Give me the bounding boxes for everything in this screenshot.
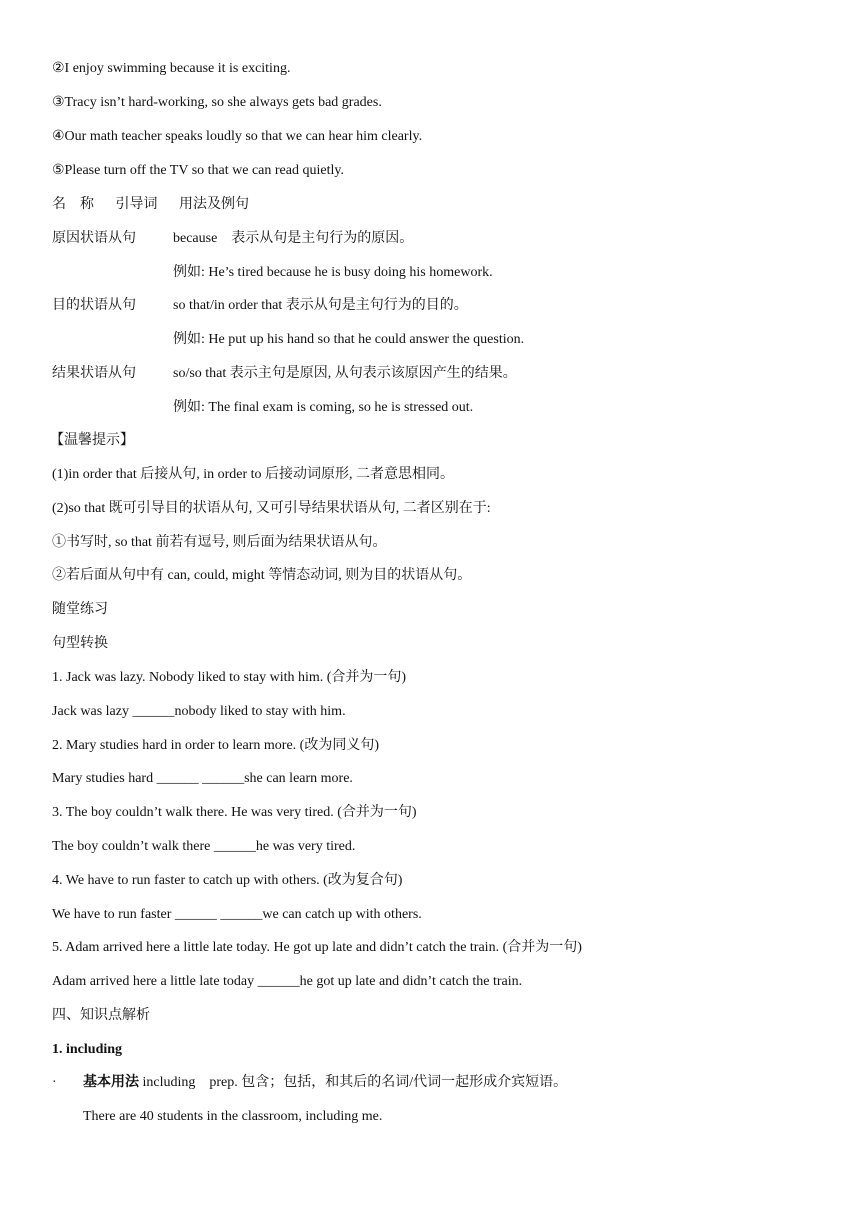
row-cause-name: 原因状语从句 xyxy=(52,231,136,246)
basic-usage-label: 基本用法 xyxy=(83,1075,139,1090)
usage-example: There are 40 students in the classroom, including me. xyxy=(83,1109,383,1124)
answer-line-3: The boy couldn’t walk there ______he was very tired. xyxy=(52,839,356,854)
tip-1: (1)in order that 后接从句, in order to 后接动词原形, 二者意思相同。 xyxy=(52,467,455,482)
basic-usage-text: including prep. 包含；包括，和其后的名词/代词一起形成介宾短语。 xyxy=(139,1075,568,1090)
row-purpose-name: 目的状语从句 xyxy=(52,298,136,313)
tip-2: (2)so that 既可引导目的状语从句, 又可引导结果状语从句, 二者区别在于: xyxy=(52,501,491,516)
row-purpose-example: 例如: He put up his hand so that he could answer the question. xyxy=(173,332,525,347)
section-title: 四、知识点解析 xyxy=(52,1008,150,1023)
answer-line-5: Adam arrived here a little late today ______he got up late and didn’t catch the train. xyxy=(52,974,523,989)
example-sentence-3: ③Tracy isn’t hard-working, so she always gets bad grades. xyxy=(52,95,382,110)
example-sentence-4: ④Our math teacher speaks loudly so that we can hear him clearly. xyxy=(52,129,423,144)
tips-title: 【温馨提示】 xyxy=(50,433,134,448)
tip-3: ①书写时, so that 前若有逗号, 则后面为结果状语从句。 xyxy=(52,535,387,550)
question-1: 1. Jack was lazy. Nobody liked to stay with him. (合并为一句) xyxy=(52,670,407,685)
row-cause-usage: because 表示从句是主句行为的原因。 xyxy=(173,231,414,246)
row-result-usage: so/so that 表示主句是原因, 从句表示该原因产生的结果。 xyxy=(173,366,517,381)
row-purpose-usage: so that/in order that 表示从句是主句行为的目的。 xyxy=(173,298,468,313)
example-sentence-5: ⑤Please turn off the TV so that we can read quietly. xyxy=(52,163,344,178)
question-2: 2. Mary studies hard in order to learn more. (改为同义句) xyxy=(52,738,379,753)
row-result-example: 例如: The final exam is coming, so he is stressed out. xyxy=(173,400,474,415)
row-cause-example: 例如: He’s tired because he is busy doing his homework. xyxy=(173,265,493,280)
row-result-name: 结果状语从句 xyxy=(52,366,136,381)
question-4: 4. We have to run faster to catch up with others. (改为复合句) xyxy=(52,873,403,888)
item-title: 1. including xyxy=(52,1042,123,1057)
question-5: 5. Adam arrived here a little late today. He got up late and didn’t catch the train. (合并为一句) xyxy=(52,940,582,955)
bullet-mark: · xyxy=(52,1075,57,1090)
basic-usage-line xyxy=(83,1076,567,1090)
tip-4: ②若后面从句中有 can, could, might 等情态动词, 则为目的状语从句。 xyxy=(52,568,472,583)
header-usage: 用法及例句 xyxy=(179,197,249,212)
answer-line-4: We have to run faster ______ ______we can catch up with others. xyxy=(52,907,422,922)
header-name: 名 称 xyxy=(52,197,94,212)
example-sentence-2: ②I enjoy swimming because it is exciting. xyxy=(52,61,291,76)
table-header xyxy=(52,198,249,212)
header-introducer: 引导词 xyxy=(115,197,158,212)
answer-line-1: Jack was lazy ______nobody liked to stay with him. xyxy=(52,704,346,719)
practice-title: 随堂练习 xyxy=(52,602,108,617)
question-3: 3. The boy couldn’t walk there. He was very tired. (合并为一句) xyxy=(52,805,417,820)
practice-subtitle: 句型转换 xyxy=(52,636,108,651)
answer-line-2: Mary studies hard ______ ______she can learn more. xyxy=(52,771,353,786)
